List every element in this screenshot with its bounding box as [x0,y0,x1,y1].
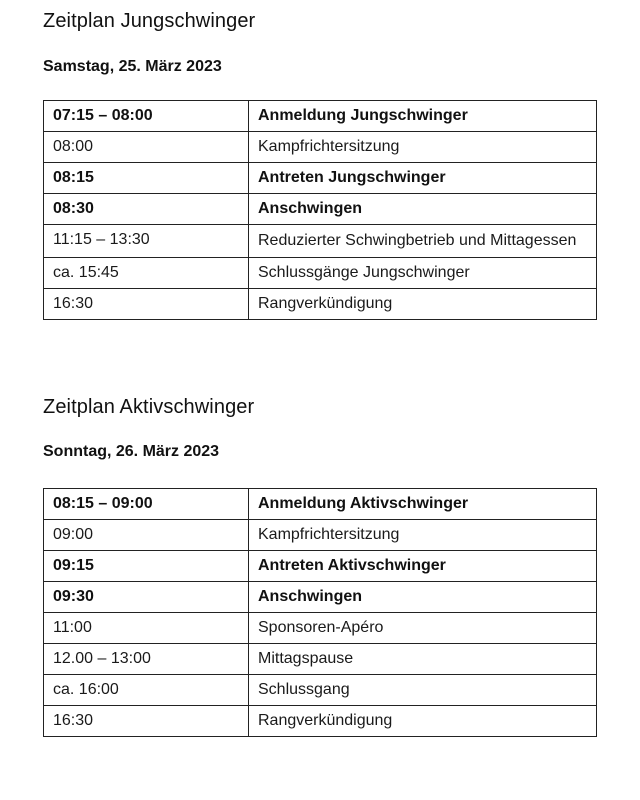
table-row [44,163,597,194]
event-cell: Kampfrichtersitzung [249,520,597,551]
event-cell: Rangverkündigung [249,289,597,320]
event-cell: Antreten Jungschwinger [249,163,597,194]
time-cell: 08:00 [44,132,249,163]
event-cell: Schlussgang [249,675,597,706]
time-cell: ca. 16:00 [44,675,249,706]
event-cell: Reduzierter Schwingbetrieb und Mittagessen [249,225,597,258]
schedule-table [43,100,597,320]
schedule-date: Sonntag, 26. März 2023 [43,443,220,460]
table-row [44,258,597,289]
time-cell: 09:00 [44,520,249,551]
event-cell: Kampfrichtersitzung [249,132,597,163]
time-cell: ca. 15:45 [44,258,249,289]
schedule-title: Zeitplan Jungschwinger [43,10,256,32]
table-row [44,489,597,520]
event-cell: Mittagspause [249,644,597,675]
schedule-table [43,488,597,737]
time-cell: 09:15 [44,551,249,582]
event-cell: Schlussgänge Jungschwinger [249,258,597,289]
time-cell: 07:15 – 08:00 [44,101,249,132]
table-row [44,644,597,675]
table-row [44,613,597,644]
table-row [44,132,597,163]
table-row [44,551,597,582]
time-cell: 08:15 [44,163,249,194]
time-cell: 08:30 [44,194,249,225]
time-cell: 09:30 [44,582,249,613]
schedule-title: Zeitplan Aktivschwinger [43,396,255,418]
table-row [44,194,597,225]
schedule-date: Samstag, 25. März 2023 [43,58,222,75]
table-row [44,289,597,320]
time-cell: 11:15 – 13:30 [44,225,249,258]
table-row [44,101,597,132]
table-row [44,225,597,258]
event-cell: Anmeldung Aktivschwinger [249,489,597,520]
event-cell: Sponsoren-Apéro [249,613,597,644]
event-cell: Antreten Aktivschwinger [249,551,597,582]
time-cell: 16:30 [44,289,249,320]
time-cell: 12.00 – 13:00 [44,644,249,675]
event-cell: Anschwingen [249,194,597,225]
table-row [44,675,597,706]
table-row [44,520,597,551]
time-cell: 16:30 [44,706,249,737]
time-cell: 11:00 [44,613,249,644]
time-cell: 08:15 – 09:00 [44,489,249,520]
event-cell: Rangverkündigung [249,706,597,737]
table-row [44,582,597,613]
table-row [44,706,597,737]
event-cell: Anmeldung Jungschwinger [249,101,597,132]
event-cell: Anschwingen [249,582,597,613]
